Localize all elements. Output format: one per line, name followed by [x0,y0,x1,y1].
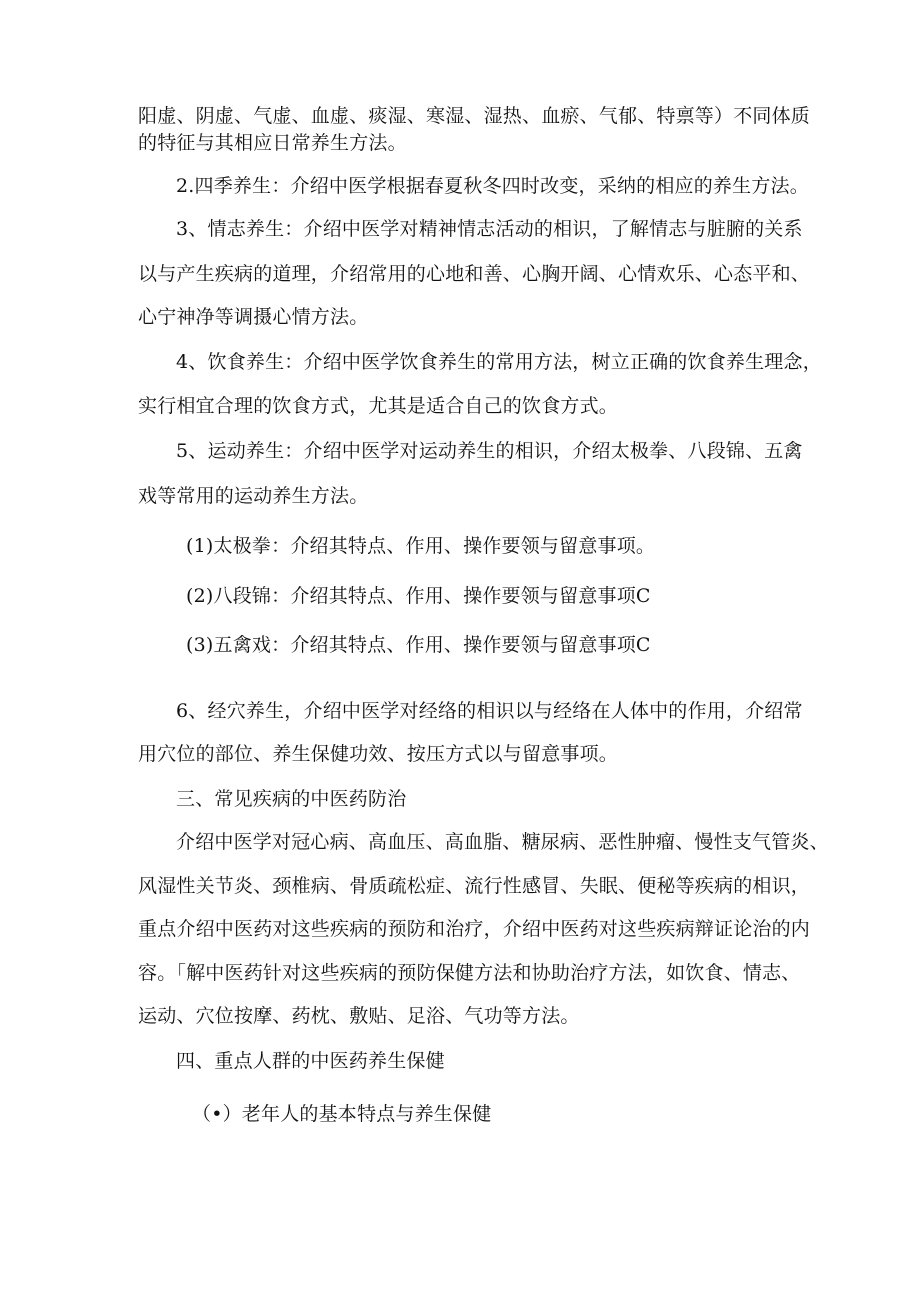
section-6-acupoint-health: 6、经穴养生，介绍中医学对经络的相识以与经络在人体中的作用，介绍常 [176,700,803,722]
section-5-exercise-health: 5、运动养生：介绍中医学对运动养生的相识，介绍太极拳、八段锦、五禽 [176,440,803,462]
heading-key-populations: 四、重点人群的中医药养生保健 [176,1050,445,1072]
list-item-taiji: (1)太极拳：介绍其特点、作用、操作要领与留意事项。 [186,535,656,557]
section-3-emotional-health: 3、情志养生：介绍中医学对精神情志活动的相识，了解情志与脏腑的关系 [176,218,803,240]
text-line: 风湿性关节炎、颈椎病、骨质疏松症、流行性感冒、失眠、便秘等疾病的相识， [138,875,811,897]
section-2-seasonal-health: 2.四季养生：介绍中医学根据春夏秋冬四时改变，采纳的相应的养生方法。 [176,175,809,197]
text-line: 实行相宜合理的饮食方式，尤其是适合自己的饮食方式。 [138,395,619,417]
text-line: 容。「解中医药针对这些疾病的预防保健方法和协助治疗方法，如饮食、情志、 [138,962,801,984]
text-line: 的特征与其相应日常养生方法。 [138,132,407,154]
text-line: 运动、穴位按摩、药枕、敷贴、足浴、气功等方法。 [138,1005,580,1027]
text-line: 心宁神净等调摄心情方法。 [138,306,369,328]
section-4-diet-health: 4、饮食养生：介绍中医学饮食养生的常用方法，树立正确的饮食养生理念， [176,351,822,373]
text-line: 以与产生疾病的道理，介绍常用的心地和善、心胸开阔、心情欢乐、心态平和、 [138,263,811,285]
text-line: 介绍中医学对冠心病、高血压、高血脂、糖尿病、恶性肿瘤、慢性支气管炎、 [176,831,829,853]
text-line: 重点介绍中医药对这些疾病的预防和治疗，介绍中医药对这些疾病辩证论治的内 [138,918,811,940]
heading-common-diseases: 三、常见疾病的中医药防治 [176,788,407,810]
list-item-baduanjin: (2)八段锦：介绍其特点、作用、操作要领与留意事项C [186,585,651,607]
subheading-elderly: （•）老年人的基本特点与养生保健 [192,1103,492,1125]
text-line: 阳虚、阴虚、气虚、血虚、痰湿、寒湿、湿热、血瘀、气郁、特禀等）不同体质 [138,105,811,127]
list-item-wuqinxi: (3)五禽戏：介绍其特点、作用、操作要领与留意事项C [186,634,651,656]
text-line: 戏等常用的运动养生方法。 [138,485,369,507]
text-line: 用穴位的部位、养生保健功效、按压方式以与留意事项。 [138,743,619,765]
